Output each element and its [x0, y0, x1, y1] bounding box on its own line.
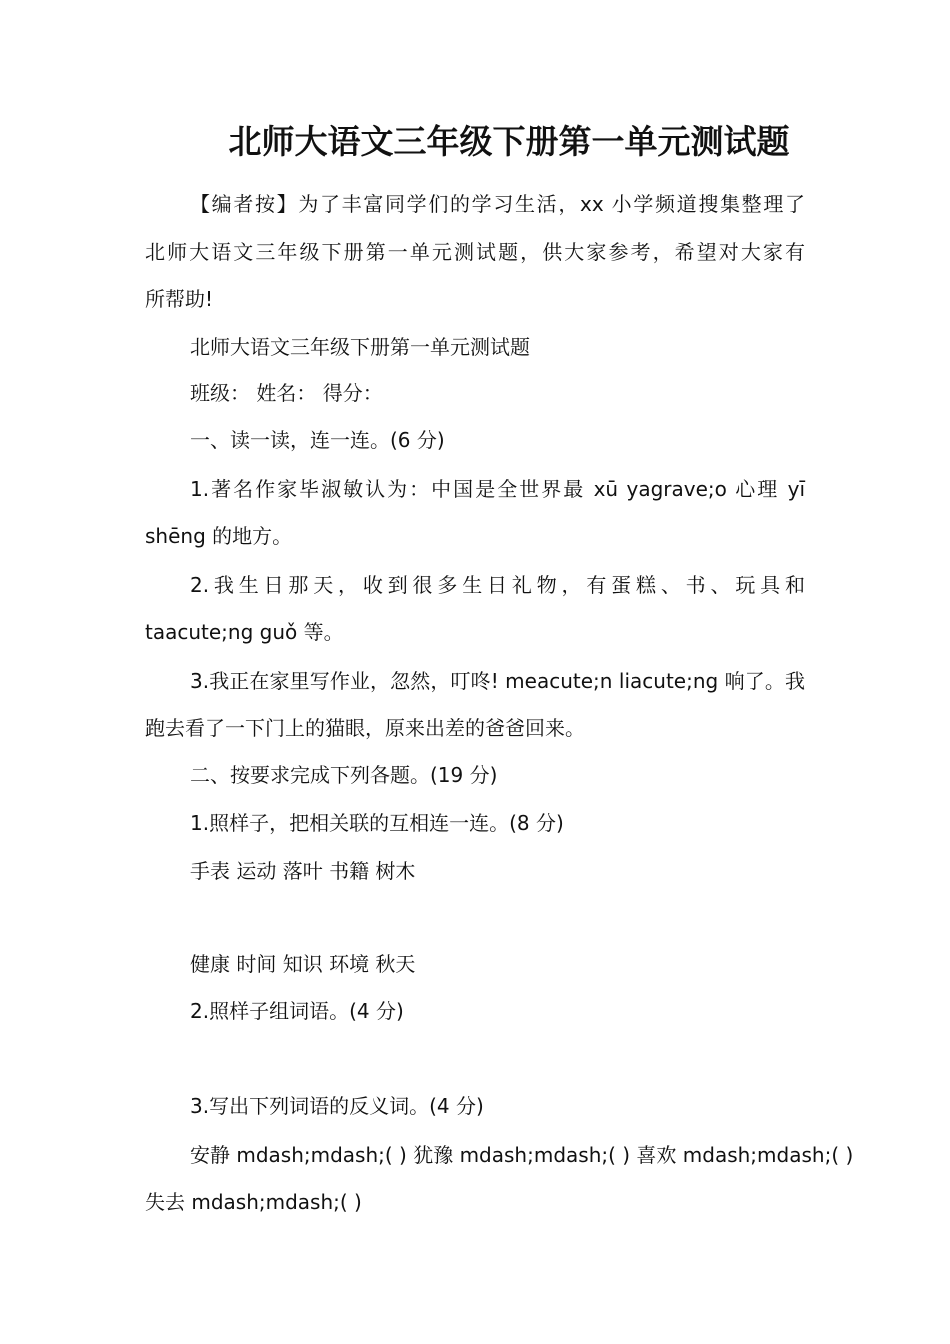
document-title: 北师大语文三年级下册第一单元测试题 [228, 122, 790, 161]
section-2-question-3: 3.写出下列词语的反义词。(4 分) [190, 1094, 484, 1118]
antonym-line-2: 失去 mdash;mdash;( ) [145, 1190, 362, 1214]
section-2-heading: 二、按要求完成下列各题。(19 分) [190, 763, 498, 787]
section-2-question-2: 2.照样子组词语。(4 分) [190, 999, 404, 1023]
question-3-line-1: 3.我正在家里写作业，忽然，叮咚! meacute;n liacute;ng 响了。我 [190, 669, 805, 693]
intro-line-3: 所帮助! [145, 287, 214, 311]
question-3-line-2: 跑去看了一下门上的猫眼，原来出差的爸爸回来。 [145, 716, 585, 740]
question-2-line-2: taacute;ng guǒ 等。 [145, 620, 344, 644]
section-2-question-1: 1.照样子，把相关联的互相连一连。(8 分) [190, 811, 564, 835]
intro-line-2: 北师大语文三年级下册第一单元测试题，供大家参考，希望对大家有 [145, 240, 805, 264]
subtitle: 北师大语文三年级下册第一单元测试题 [190, 335, 530, 359]
antonym-line-1: 安静 mdash;mdash;( ) 犹豫 mdash;mdash;( ) 喜欢 mdash;mdash;( ) [190, 1143, 854, 1167]
match-row-2: 健康 时间 知识 环境 秋天 [190, 952, 416, 976]
section-1-heading: 一、读一读，连一连。(6 分) [190, 428, 445, 452]
match-row-1: 手表 运动 落叶 书籍 树木 [190, 859, 416, 883]
question-1-line-2: shēng 的地方。 [145, 524, 293, 548]
question-1-line-1: 1.著名作家毕淑敏认为：中国是全世界最 xū yagrave;o 心理 yī [190, 477, 805, 501]
info-line: 班级： 姓名： 得分： [190, 381, 383, 405]
question-2-line-1: 2.我生日那天，收到很多生日礼物，有蛋糕、书、玩具和 [190, 573, 805, 597]
intro-line-1: 【编者按】为了丰富同学们的学习生活，xx 小学频道搜集整理了 [190, 192, 805, 216]
